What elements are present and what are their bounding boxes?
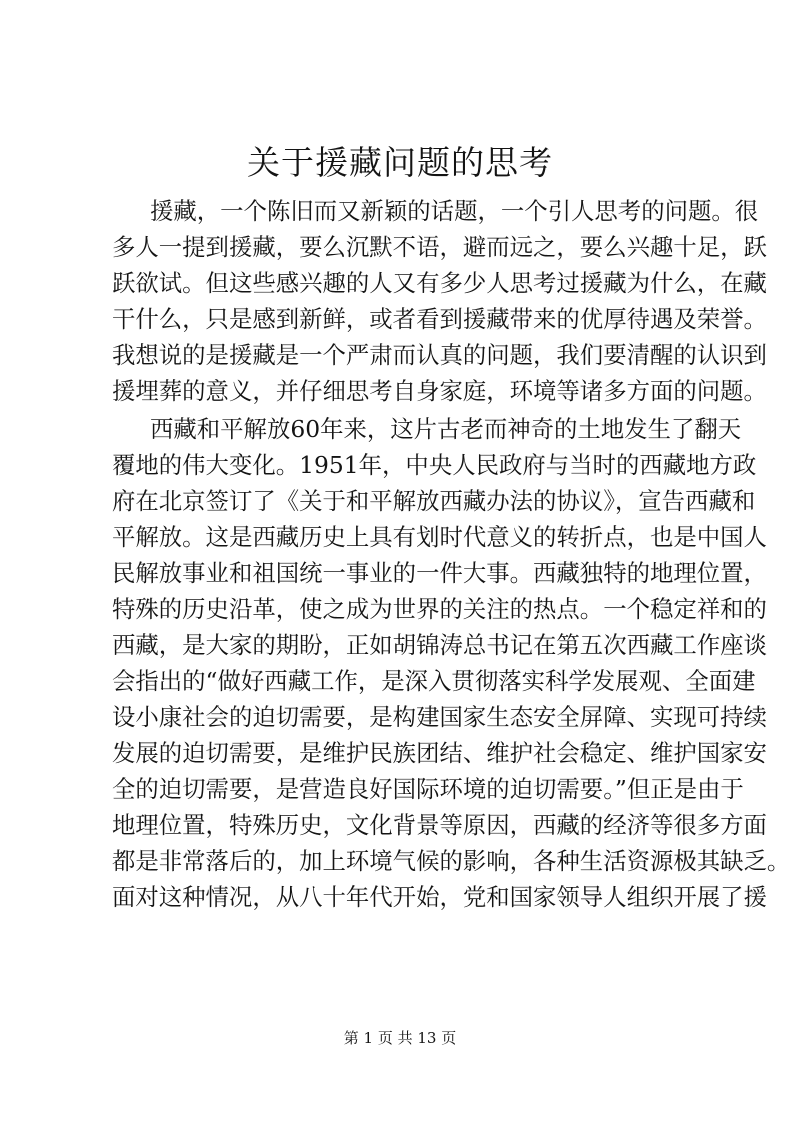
paragraph-line: 援藏，一个陈旧而又新颖的话题，一个引人思考的问题。很 <box>150 197 759 225</box>
paragraph-line: 多人一提到援藏，要么沉默不语，避而远之，要么兴趣十足，跃 <box>112 233 767 261</box>
paragraph-line: 跃欲试。但这些感兴趣的人又有多少人思考过援藏为什么，在藏 <box>112 269 767 297</box>
paragraph-line: 会指出的“做好西藏工作，是深入贯彻落实科学发展观、全面建 <box>112 667 756 695</box>
paragraph-line: 西藏，是大家的期盼，正如胡锦涛总书记在第五次西藏工作座谈 <box>112 631 767 659</box>
document-title: 关于援藏问题的思考 <box>247 143 553 182</box>
paragraph-line: 都是非常落后的，加上环境气候的影响，各种生活资源极其缺乏。 <box>112 847 791 875</box>
paragraph-line: 援埋葬的意义，并仔细思考自身家庭，环境等诸多方面的问题。 <box>112 377 767 405</box>
page-number: 第 1 页 共 13 页 <box>343 1029 457 1047</box>
paragraph-line: 特殊的历史沿革，使之成为世界的关注的热点。一个稳定祥和的 <box>112 595 767 623</box>
paragraph-line: 平解放。这是西藏历史上具有划时代意义的转折点，也是中国人 <box>112 523 767 551</box>
paragraph-line: 民解放事业和祖国统一事业的一件大事。西藏独特的地理位置， <box>112 559 767 587</box>
paragraph-line: 面对这种情况，从八十年代开始，党和国家领导人组织开展了援 <box>112 883 767 911</box>
paragraph-line: 我想说的是援藏是一个严肃而认真的问题，我们要清醒的认识到 <box>112 341 767 369</box>
paragraph-line: 地理位置，特殊历史，文化背景等原因，西藏的经济等很多方面 <box>112 811 767 839</box>
paragraph-line: 府在北京签订了《关于和平解放西藏办法的协议》，宣告西藏和 <box>112 487 756 515</box>
paragraph-line: 发展的迫切需要，是维护民族团结、维护社会稳定、维护国家安 <box>112 739 767 767</box>
paragraph-line: 西藏和平解放60年来，这片古老而神奇的土地发生了翻天 <box>150 415 742 443</box>
paragraph-line: 覆地的伟大变化。1951年，中央人民政府与当时的西藏地方政 <box>112 451 757 479</box>
paragraph-line: 设小康社会的迫切需要，是构建国家生态安全屏障、实现可持续 <box>112 703 767 731</box>
paragraph-line: 干什么，只是感到新鲜，或者看到援藏带来的优厚待遇及荣誉。 <box>112 305 767 333</box>
paragraph-line: 全的迫切需要，是营造良好国际环境的迫切需要。”但正是由于 <box>112 775 744 803</box>
